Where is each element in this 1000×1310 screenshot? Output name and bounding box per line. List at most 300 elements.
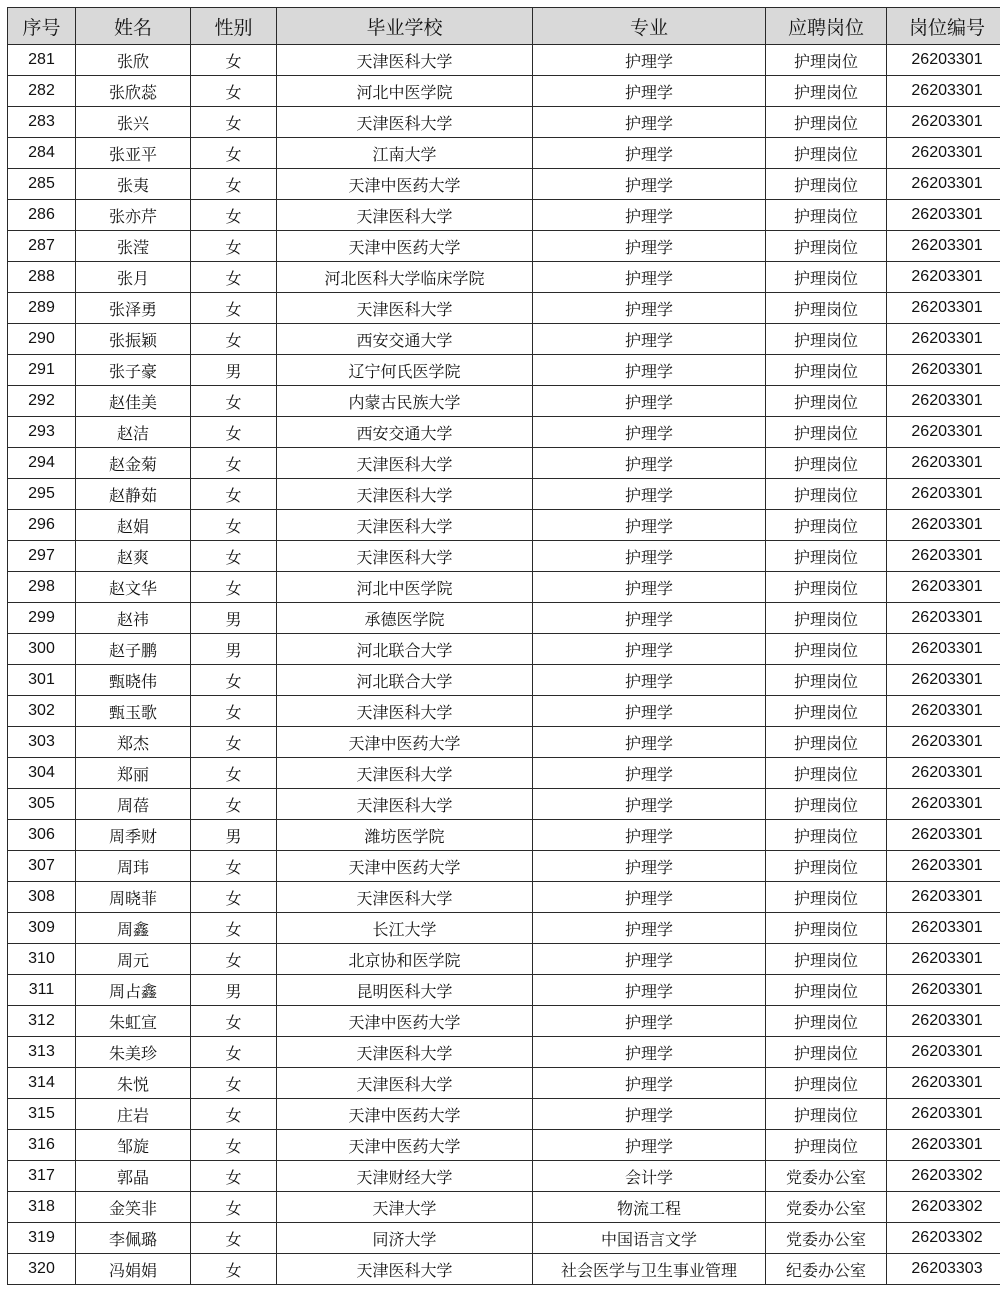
cell-gender: 女 bbox=[191, 293, 277, 324]
table-row bbox=[8, 696, 1000, 727]
table-row bbox=[8, 727, 1000, 758]
table-row bbox=[8, 572, 1000, 603]
table-row bbox=[8, 355, 1000, 386]
table-row bbox=[8, 882, 1000, 913]
cell-gender: 女 bbox=[191, 448, 277, 479]
cell-name: 张振颖 bbox=[76, 324, 191, 355]
cell-major: 护理学 bbox=[533, 820, 766, 851]
cell-seq: 285 bbox=[8, 169, 76, 200]
cell-position: 护理岗位 bbox=[766, 944, 887, 975]
table-row bbox=[8, 1068, 1000, 1099]
cell-major: 护理学 bbox=[533, 386, 766, 417]
cell-gender: 女 bbox=[191, 231, 277, 262]
cell-seq: 305 bbox=[8, 789, 76, 820]
cell-name: 周鑫 bbox=[76, 913, 191, 944]
cell-seq: 294 bbox=[8, 448, 76, 479]
cell-gender: 女 bbox=[191, 1192, 277, 1223]
cell-position: 护理岗位 bbox=[766, 1130, 887, 1161]
cell-seq: 309 bbox=[8, 913, 76, 944]
cell-major: 护理学 bbox=[533, 727, 766, 758]
cell-school: 天津医科大学 bbox=[277, 1254, 533, 1285]
cell-position: 护理岗位 bbox=[766, 603, 887, 634]
cell-major: 护理学 bbox=[533, 448, 766, 479]
cell-major: 护理学 bbox=[533, 417, 766, 448]
cell-major: 护理学 bbox=[533, 293, 766, 324]
cell-position: 护理岗位 bbox=[766, 789, 887, 820]
cell-gender: 女 bbox=[191, 882, 277, 913]
cell-school: 河北联合大学 bbox=[277, 634, 533, 665]
table-row bbox=[8, 1130, 1000, 1161]
table-row bbox=[8, 913, 1000, 944]
cell-name: 赵洁 bbox=[76, 417, 191, 448]
cell-school: 江南大学 bbox=[277, 138, 533, 169]
cell-position: 护理岗位 bbox=[766, 758, 887, 789]
cell-gender: 女 bbox=[191, 851, 277, 882]
cell-major: 护理学 bbox=[533, 758, 766, 789]
cell-gender: 女 bbox=[191, 1099, 277, 1130]
cell-position-code: 26203301 bbox=[887, 76, 1000, 107]
cell-gender: 女 bbox=[191, 572, 277, 603]
cell-major: 社会医学与卫生事业管理 bbox=[533, 1254, 766, 1285]
cell-school: 西安交通大学 bbox=[277, 417, 533, 448]
cell-seq: 289 bbox=[8, 293, 76, 324]
cell-position-code: 26203301 bbox=[887, 913, 1000, 944]
cell-position-code: 26203301 bbox=[887, 1099, 1000, 1130]
cell-school: 承德医学院 bbox=[277, 603, 533, 634]
cell-name: 周玮 bbox=[76, 851, 191, 882]
cell-gender: 男 bbox=[191, 634, 277, 665]
cell-school: 天津中医药大学 bbox=[277, 851, 533, 882]
cell-name: 邹旋 bbox=[76, 1130, 191, 1161]
cell-name: 庄岩 bbox=[76, 1099, 191, 1130]
cell-position-code: 26203301 bbox=[887, 944, 1000, 975]
cell-position-code: 26203301 bbox=[887, 820, 1000, 851]
cell-name: 周蓓 bbox=[76, 789, 191, 820]
cell-name: 张滢 bbox=[76, 231, 191, 262]
cell-seq: 282 bbox=[8, 76, 76, 107]
table-row bbox=[8, 169, 1000, 200]
cell-school: 长江大学 bbox=[277, 913, 533, 944]
cell-position: 护理岗位 bbox=[766, 665, 887, 696]
cell-name: 甄晓伟 bbox=[76, 665, 191, 696]
cell-seq: 286 bbox=[8, 200, 76, 231]
cell-major: 护理学 bbox=[533, 603, 766, 634]
cell-major: 护理学 bbox=[533, 479, 766, 510]
cell-position: 护理岗位 bbox=[766, 293, 887, 324]
cell-position-code: 26203301 bbox=[887, 293, 1000, 324]
cell-position-code: 26203301 bbox=[887, 200, 1000, 231]
cell-name: 张欣蕊 bbox=[76, 76, 191, 107]
header-gender: 性别 bbox=[191, 8, 277, 45]
cell-position: 护理岗位 bbox=[766, 76, 887, 107]
cell-major: 护理学 bbox=[533, 200, 766, 231]
cell-position: 护理岗位 bbox=[766, 448, 887, 479]
cell-school: 河北中医学院 bbox=[277, 572, 533, 603]
cell-position-code: 26203301 bbox=[887, 138, 1000, 169]
cell-major: 护理学 bbox=[533, 913, 766, 944]
applicant-table bbox=[7, 7, 1000, 1285]
cell-name: 周季财 bbox=[76, 820, 191, 851]
cell-position: 护理岗位 bbox=[766, 262, 887, 293]
cell-school: 天津医科大学 bbox=[277, 696, 533, 727]
cell-gender: 女 bbox=[191, 479, 277, 510]
cell-name: 甄玉歌 bbox=[76, 696, 191, 727]
cell-seq: 287 bbox=[8, 231, 76, 262]
cell-seq: 300 bbox=[8, 634, 76, 665]
cell-position-code: 26203303 bbox=[887, 1254, 1000, 1285]
cell-position-code: 26203301 bbox=[887, 851, 1000, 882]
cell-major: 护理学 bbox=[533, 1068, 766, 1099]
cell-name: 周晓菲 bbox=[76, 882, 191, 913]
cell-gender: 男 bbox=[191, 975, 277, 1006]
cell-name: 赵娟 bbox=[76, 510, 191, 541]
header-position-code: 岗位编号 bbox=[887, 8, 1000, 45]
table-row bbox=[8, 820, 1000, 851]
cell-seq: 315 bbox=[8, 1099, 76, 1130]
table-row bbox=[8, 1192, 1000, 1223]
cell-gender: 女 bbox=[191, 665, 277, 696]
table-row bbox=[8, 1223, 1000, 1254]
cell-seq: 283 bbox=[8, 107, 76, 138]
cell-major: 护理学 bbox=[533, 572, 766, 603]
cell-name: 张月 bbox=[76, 262, 191, 293]
cell-major: 中国语言文学 bbox=[533, 1223, 766, 1254]
cell-school: 天津医科大学 bbox=[277, 45, 533, 76]
table-row bbox=[8, 231, 1000, 262]
table-row bbox=[8, 293, 1000, 324]
cell-name: 赵静茹 bbox=[76, 479, 191, 510]
cell-seq: 314 bbox=[8, 1068, 76, 1099]
cell-position-code: 26203301 bbox=[887, 882, 1000, 913]
cell-school: 天津医科大学 bbox=[277, 882, 533, 913]
cell-seq: 288 bbox=[8, 262, 76, 293]
cell-position-code: 26203301 bbox=[887, 479, 1000, 510]
cell-name: 张兴 bbox=[76, 107, 191, 138]
table-row bbox=[8, 45, 1000, 76]
cell-position: 护理岗位 bbox=[766, 820, 887, 851]
cell-seq: 302 bbox=[8, 696, 76, 727]
cell-position-code: 26203301 bbox=[887, 45, 1000, 76]
cell-school: 天津医科大学 bbox=[277, 758, 533, 789]
cell-seq: 284 bbox=[8, 138, 76, 169]
cell-gender: 女 bbox=[191, 138, 277, 169]
cell-major: 护理学 bbox=[533, 1130, 766, 1161]
cell-gender: 女 bbox=[191, 913, 277, 944]
cell-seq: 303 bbox=[8, 727, 76, 758]
cell-school: 河北联合大学 bbox=[277, 665, 533, 696]
cell-seq: 304 bbox=[8, 758, 76, 789]
cell-major: 护理学 bbox=[533, 882, 766, 913]
cell-name: 赵佳美 bbox=[76, 386, 191, 417]
cell-position: 护理岗位 bbox=[766, 479, 887, 510]
cell-seq: 292 bbox=[8, 386, 76, 417]
cell-position-code: 26203301 bbox=[887, 634, 1000, 665]
cell-seq: 290 bbox=[8, 324, 76, 355]
cell-school: 天津医科大学 bbox=[277, 541, 533, 572]
cell-name: 朱虹宣 bbox=[76, 1006, 191, 1037]
cell-major: 护理学 bbox=[533, 634, 766, 665]
table-row bbox=[8, 76, 1000, 107]
cell-position-code: 26203301 bbox=[887, 603, 1000, 634]
cell-position-code: 26203301 bbox=[887, 169, 1000, 200]
table-row bbox=[8, 417, 1000, 448]
table-row bbox=[8, 634, 1000, 665]
cell-position: 护理岗位 bbox=[766, 882, 887, 913]
cell-position: 护理岗位 bbox=[766, 45, 887, 76]
cell-seq: 310 bbox=[8, 944, 76, 975]
cell-gender: 女 bbox=[191, 1037, 277, 1068]
cell-gender: 女 bbox=[191, 1161, 277, 1192]
table-row bbox=[8, 479, 1000, 510]
cell-name: 朱美珍 bbox=[76, 1037, 191, 1068]
cell-seq: 319 bbox=[8, 1223, 76, 1254]
table-row bbox=[8, 975, 1000, 1006]
cell-gender: 女 bbox=[191, 417, 277, 448]
cell-major: 护理学 bbox=[533, 107, 766, 138]
cell-seq: 320 bbox=[8, 1254, 76, 1285]
cell-position-code: 26203302 bbox=[887, 1223, 1000, 1254]
cell-name: 郑杰 bbox=[76, 727, 191, 758]
cell-seq: 313 bbox=[8, 1037, 76, 1068]
cell-school: 天津中医药大学 bbox=[277, 169, 533, 200]
cell-position: 护理岗位 bbox=[766, 231, 887, 262]
cell-position: 护理岗位 bbox=[766, 200, 887, 231]
table-row bbox=[8, 944, 1000, 975]
cell-position: 护理岗位 bbox=[766, 510, 887, 541]
cell-gender: 女 bbox=[191, 386, 277, 417]
table-row bbox=[8, 107, 1000, 138]
cell-position-code: 26203301 bbox=[887, 355, 1000, 386]
cell-seq: 296 bbox=[8, 510, 76, 541]
cell-gender: 男 bbox=[191, 603, 277, 634]
cell-position: 护理岗位 bbox=[766, 107, 887, 138]
cell-position-code: 26203301 bbox=[887, 107, 1000, 138]
cell-position: 护理岗位 bbox=[766, 634, 887, 665]
cell-position-code: 26203301 bbox=[887, 975, 1000, 1006]
cell-gender: 女 bbox=[191, 1130, 277, 1161]
cell-name: 郑丽 bbox=[76, 758, 191, 789]
table-row bbox=[8, 851, 1000, 882]
cell-gender: 女 bbox=[191, 1254, 277, 1285]
cell-school: 辽宁何氏医学院 bbox=[277, 355, 533, 386]
cell-name: 周占鑫 bbox=[76, 975, 191, 1006]
cell-school: 天津中医药大学 bbox=[277, 1099, 533, 1130]
cell-major: 护理学 bbox=[533, 1037, 766, 1068]
table-row bbox=[8, 1006, 1000, 1037]
cell-seq: 316 bbox=[8, 1130, 76, 1161]
cell-school: 潍坊医学院 bbox=[277, 820, 533, 851]
cell-name: 赵金菊 bbox=[76, 448, 191, 479]
cell-school: 天津医科大学 bbox=[277, 789, 533, 820]
cell-position: 护理岗位 bbox=[766, 417, 887, 448]
cell-position-code: 26203301 bbox=[887, 758, 1000, 789]
cell-name: 张子豪 bbox=[76, 355, 191, 386]
table-row bbox=[8, 1099, 1000, 1130]
header-major: 专业 bbox=[533, 8, 766, 45]
cell-name: 赵爽 bbox=[76, 541, 191, 572]
cell-seq: 317 bbox=[8, 1161, 76, 1192]
cell-gender: 女 bbox=[191, 107, 277, 138]
cell-position: 护理岗位 bbox=[766, 169, 887, 200]
cell-position-code: 26203302 bbox=[887, 1161, 1000, 1192]
cell-position-code: 26203301 bbox=[887, 572, 1000, 603]
cell-position-code: 26203301 bbox=[887, 1130, 1000, 1161]
cell-position-code: 26203301 bbox=[887, 231, 1000, 262]
cell-name: 赵子鹏 bbox=[76, 634, 191, 665]
cell-position-code: 26203301 bbox=[887, 510, 1000, 541]
header-seq: 序号 bbox=[8, 8, 76, 45]
cell-gender: 男 bbox=[191, 355, 277, 386]
cell-gender: 女 bbox=[191, 76, 277, 107]
cell-gender: 女 bbox=[191, 1068, 277, 1099]
cell-seq: 295 bbox=[8, 479, 76, 510]
cell-seq: 298 bbox=[8, 572, 76, 603]
table-row bbox=[8, 448, 1000, 479]
cell-position: 纪委办公室 bbox=[766, 1254, 887, 1285]
cell-name: 李佩璐 bbox=[76, 1223, 191, 1254]
cell-school: 天津医科大学 bbox=[277, 293, 533, 324]
cell-seq: 301 bbox=[8, 665, 76, 696]
cell-gender: 女 bbox=[191, 758, 277, 789]
cell-position: 护理岗位 bbox=[766, 1099, 887, 1130]
table-row bbox=[8, 200, 1000, 231]
cell-position: 护理岗位 bbox=[766, 386, 887, 417]
cell-major: 护理学 bbox=[533, 789, 766, 820]
cell-school: 天津医科大学 bbox=[277, 479, 533, 510]
cell-major: 护理学 bbox=[533, 975, 766, 1006]
cell-name: 张亦芹 bbox=[76, 200, 191, 231]
cell-name: 张夷 bbox=[76, 169, 191, 200]
cell-seq: 293 bbox=[8, 417, 76, 448]
cell-gender: 女 bbox=[191, 789, 277, 820]
cell-position-code: 26203301 bbox=[887, 448, 1000, 479]
cell-major: 护理学 bbox=[533, 1006, 766, 1037]
table-row bbox=[8, 541, 1000, 572]
cell-school: 天津医科大学 bbox=[277, 107, 533, 138]
cell-gender: 女 bbox=[191, 169, 277, 200]
cell-seq: 299 bbox=[8, 603, 76, 634]
cell-name: 张欣 bbox=[76, 45, 191, 76]
cell-position: 护理岗位 bbox=[766, 324, 887, 355]
cell-school: 天津医科大学 bbox=[277, 510, 533, 541]
cell-school: 天津中医药大学 bbox=[277, 727, 533, 758]
cell-major: 护理学 bbox=[533, 510, 766, 541]
cell-position-code: 26203301 bbox=[887, 696, 1000, 727]
cell-major: 会计学 bbox=[533, 1161, 766, 1192]
cell-position-code: 26203301 bbox=[887, 1006, 1000, 1037]
header-school: 毕业学校 bbox=[277, 8, 533, 45]
cell-major: 护理学 bbox=[533, 45, 766, 76]
cell-gender: 女 bbox=[191, 324, 277, 355]
table-row bbox=[8, 262, 1000, 293]
cell-school: 河北中医学院 bbox=[277, 76, 533, 107]
table-row bbox=[8, 386, 1000, 417]
cell-name: 郭晶 bbox=[76, 1161, 191, 1192]
cell-position-code: 26203302 bbox=[887, 1192, 1000, 1223]
header-position: 应聘岗位 bbox=[766, 8, 887, 45]
cell-position-code: 26203301 bbox=[887, 1068, 1000, 1099]
cell-major: 物流工程 bbox=[533, 1192, 766, 1223]
cell-school: 河北医科大学临床学院 bbox=[277, 262, 533, 293]
cell-name: 冯娟娟 bbox=[76, 1254, 191, 1285]
cell-position: 护理岗位 bbox=[766, 975, 887, 1006]
cell-seq: 307 bbox=[8, 851, 76, 882]
cell-major: 护理学 bbox=[533, 169, 766, 200]
cell-position-code: 26203301 bbox=[887, 1037, 1000, 1068]
cell-major: 护理学 bbox=[533, 1099, 766, 1130]
cell-position: 护理岗位 bbox=[766, 913, 887, 944]
cell-position: 护理岗位 bbox=[766, 541, 887, 572]
table-row bbox=[8, 1037, 1000, 1068]
cell-seq: 306 bbox=[8, 820, 76, 851]
cell-name: 赵祎 bbox=[76, 603, 191, 634]
cell-position: 护理岗位 bbox=[766, 355, 887, 386]
cell-major: 护理学 bbox=[533, 324, 766, 355]
cell-name: 张亚平 bbox=[76, 138, 191, 169]
cell-seq: 318 bbox=[8, 1192, 76, 1223]
cell-name: 赵文华 bbox=[76, 572, 191, 603]
cell-seq: 312 bbox=[8, 1006, 76, 1037]
cell-gender: 女 bbox=[191, 541, 277, 572]
table-row bbox=[8, 324, 1000, 355]
cell-seq: 281 bbox=[8, 45, 76, 76]
cell-major: 护理学 bbox=[533, 696, 766, 727]
header-row bbox=[8, 8, 1000, 45]
cell-school: 天津医科大学 bbox=[277, 448, 533, 479]
table-row bbox=[8, 758, 1000, 789]
cell-gender: 女 bbox=[191, 1006, 277, 1037]
cell-major: 护理学 bbox=[533, 944, 766, 975]
cell-gender: 女 bbox=[191, 696, 277, 727]
cell-gender: 女 bbox=[191, 262, 277, 293]
cell-major: 护理学 bbox=[533, 541, 766, 572]
table-row bbox=[8, 510, 1000, 541]
cell-seq: 308 bbox=[8, 882, 76, 913]
table-row bbox=[8, 789, 1000, 820]
cell-seq: 297 bbox=[8, 541, 76, 572]
cell-major: 护理学 bbox=[533, 851, 766, 882]
cell-school: 天津医科大学 bbox=[277, 1037, 533, 1068]
cell-school: 天津中医药大学 bbox=[277, 1130, 533, 1161]
cell-school: 同济大学 bbox=[277, 1223, 533, 1254]
cell-position: 护理岗位 bbox=[766, 572, 887, 603]
cell-gender: 女 bbox=[191, 510, 277, 541]
cell-major: 护理学 bbox=[533, 231, 766, 262]
cell-school: 天津大学 bbox=[277, 1192, 533, 1223]
cell-school: 天津中医药大学 bbox=[277, 1006, 533, 1037]
cell-position: 护理岗位 bbox=[766, 1006, 887, 1037]
cell-position: 护理岗位 bbox=[766, 1037, 887, 1068]
cell-seq: 311 bbox=[8, 975, 76, 1006]
cell-school: 天津医科大学 bbox=[277, 1068, 533, 1099]
cell-school: 西安交通大学 bbox=[277, 324, 533, 355]
cell-gender: 女 bbox=[191, 45, 277, 76]
table-row bbox=[8, 603, 1000, 634]
cell-position-code: 26203301 bbox=[887, 541, 1000, 572]
cell-position-code: 26203301 bbox=[887, 417, 1000, 448]
cell-position: 党委办公室 bbox=[766, 1161, 887, 1192]
cell-school: 昆明医科大学 bbox=[277, 975, 533, 1006]
cell-position-code: 26203301 bbox=[887, 665, 1000, 696]
table-row bbox=[8, 1254, 1000, 1285]
cell-gender: 女 bbox=[191, 727, 277, 758]
cell-position-code: 26203301 bbox=[887, 262, 1000, 293]
cell-school: 北京协和医学院 bbox=[277, 944, 533, 975]
cell-major: 护理学 bbox=[533, 76, 766, 107]
cell-name: 金笑非 bbox=[76, 1192, 191, 1223]
cell-gender: 男 bbox=[191, 820, 277, 851]
cell-position: 护理岗位 bbox=[766, 696, 887, 727]
